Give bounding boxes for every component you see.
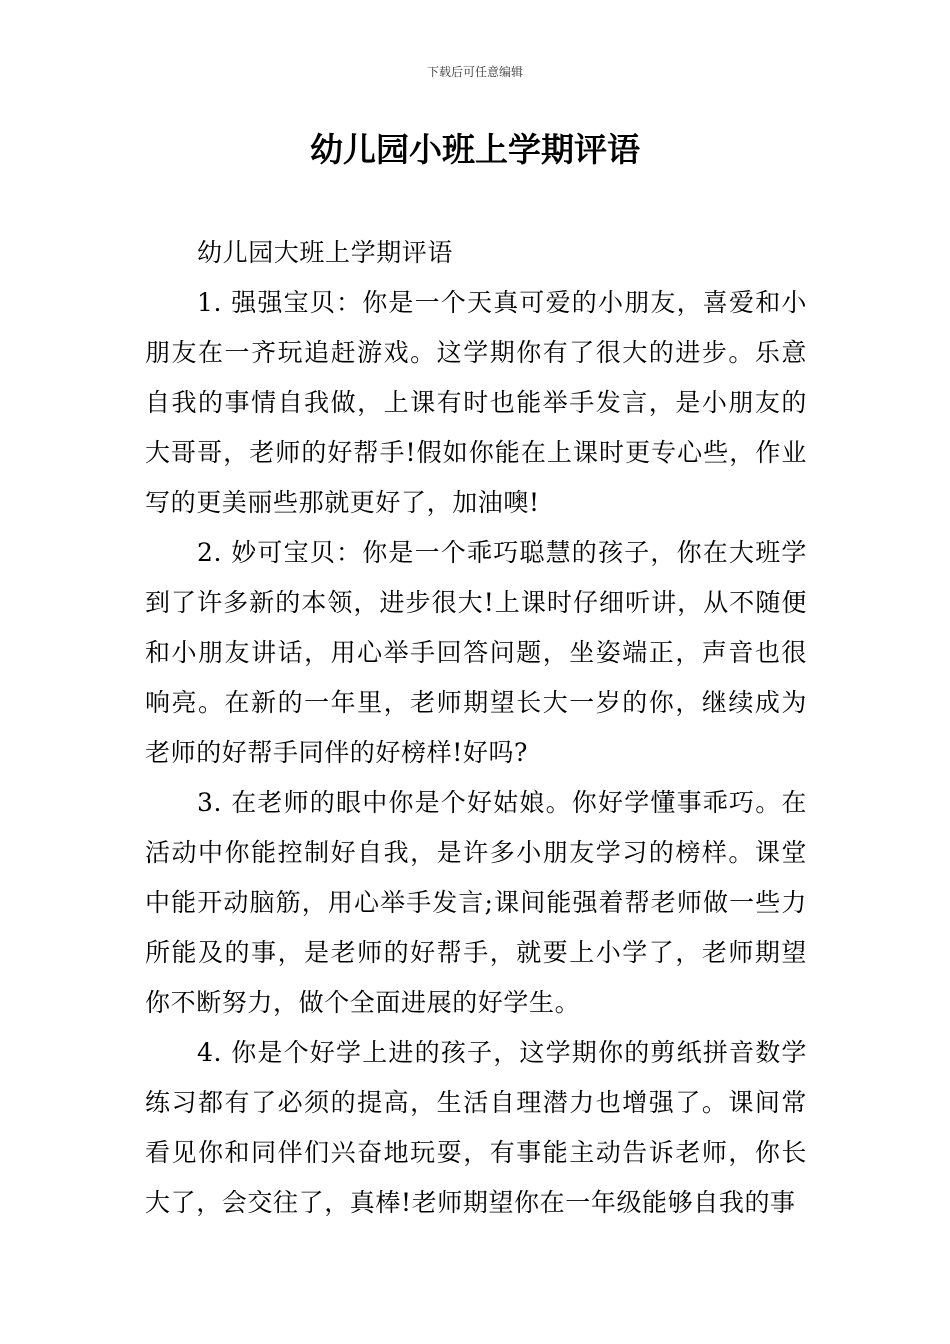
comment-paragraph-1: 1. 强强宝贝：你是一个天真可爱的小朋友，喜爱和小朋友在一齐玩追赶游戏。这学期你有了很大的进步。乐意自我的事情自我做，上课有时也能举手发言，是小朋友的大哥哥，老师的好帮手!假如你能在上课时更专心些，作业写的更美丽些那就更好了，加油噢! (145, 288, 807, 517)
header-note: 下载后可任意编辑 (426, 65, 523, 79)
document-body (145, 228, 807, 1228)
comment-paragraph-3: 3. 在老师的眼中你是个好姑娘。你好学懂事乖巧。在活动中你能控制好自我，是许多小朋友学习的榜样。课堂中能开动脑筋，用心举手发言;课间能强着帮老师做一些力所能及的事，是老师的好帮手，就要上小学了，老师期望你不断努力，做个全面进展的好学生。 (145, 788, 807, 1017)
comment-paragraph-4: 4. 你是个好学上进的孩子，这学期你的剪纸拼音数学练习都有了必须的提高，生活自理潜力也增强了。课间常看见你和同伴们兴奋地玩耍，有事能主动告诉老师，你长大了，会交往了，真棒!老师期望你在一年级能够自我的事 (145, 1038, 807, 1217)
subtitle-paragraph: 幼儿园大班上学期评语 (197, 238, 454, 267)
comment-paragraph-2: 2. 妙可宝贝：你是一个乖巧聪慧的孩子，你在大班学到了许多新的本领，进步很大!上课时仔细听讲，从不随便和小朋友讲话，用心举手回答问题，坐姿端正，声音也很响亮。在新的一年里，老师期望长大一岁的你，继续成为老师的好帮手同伴的好榜样!好吗? (145, 538, 807, 767)
document-title: 幼儿园小班上学期评语 (310, 130, 640, 169)
